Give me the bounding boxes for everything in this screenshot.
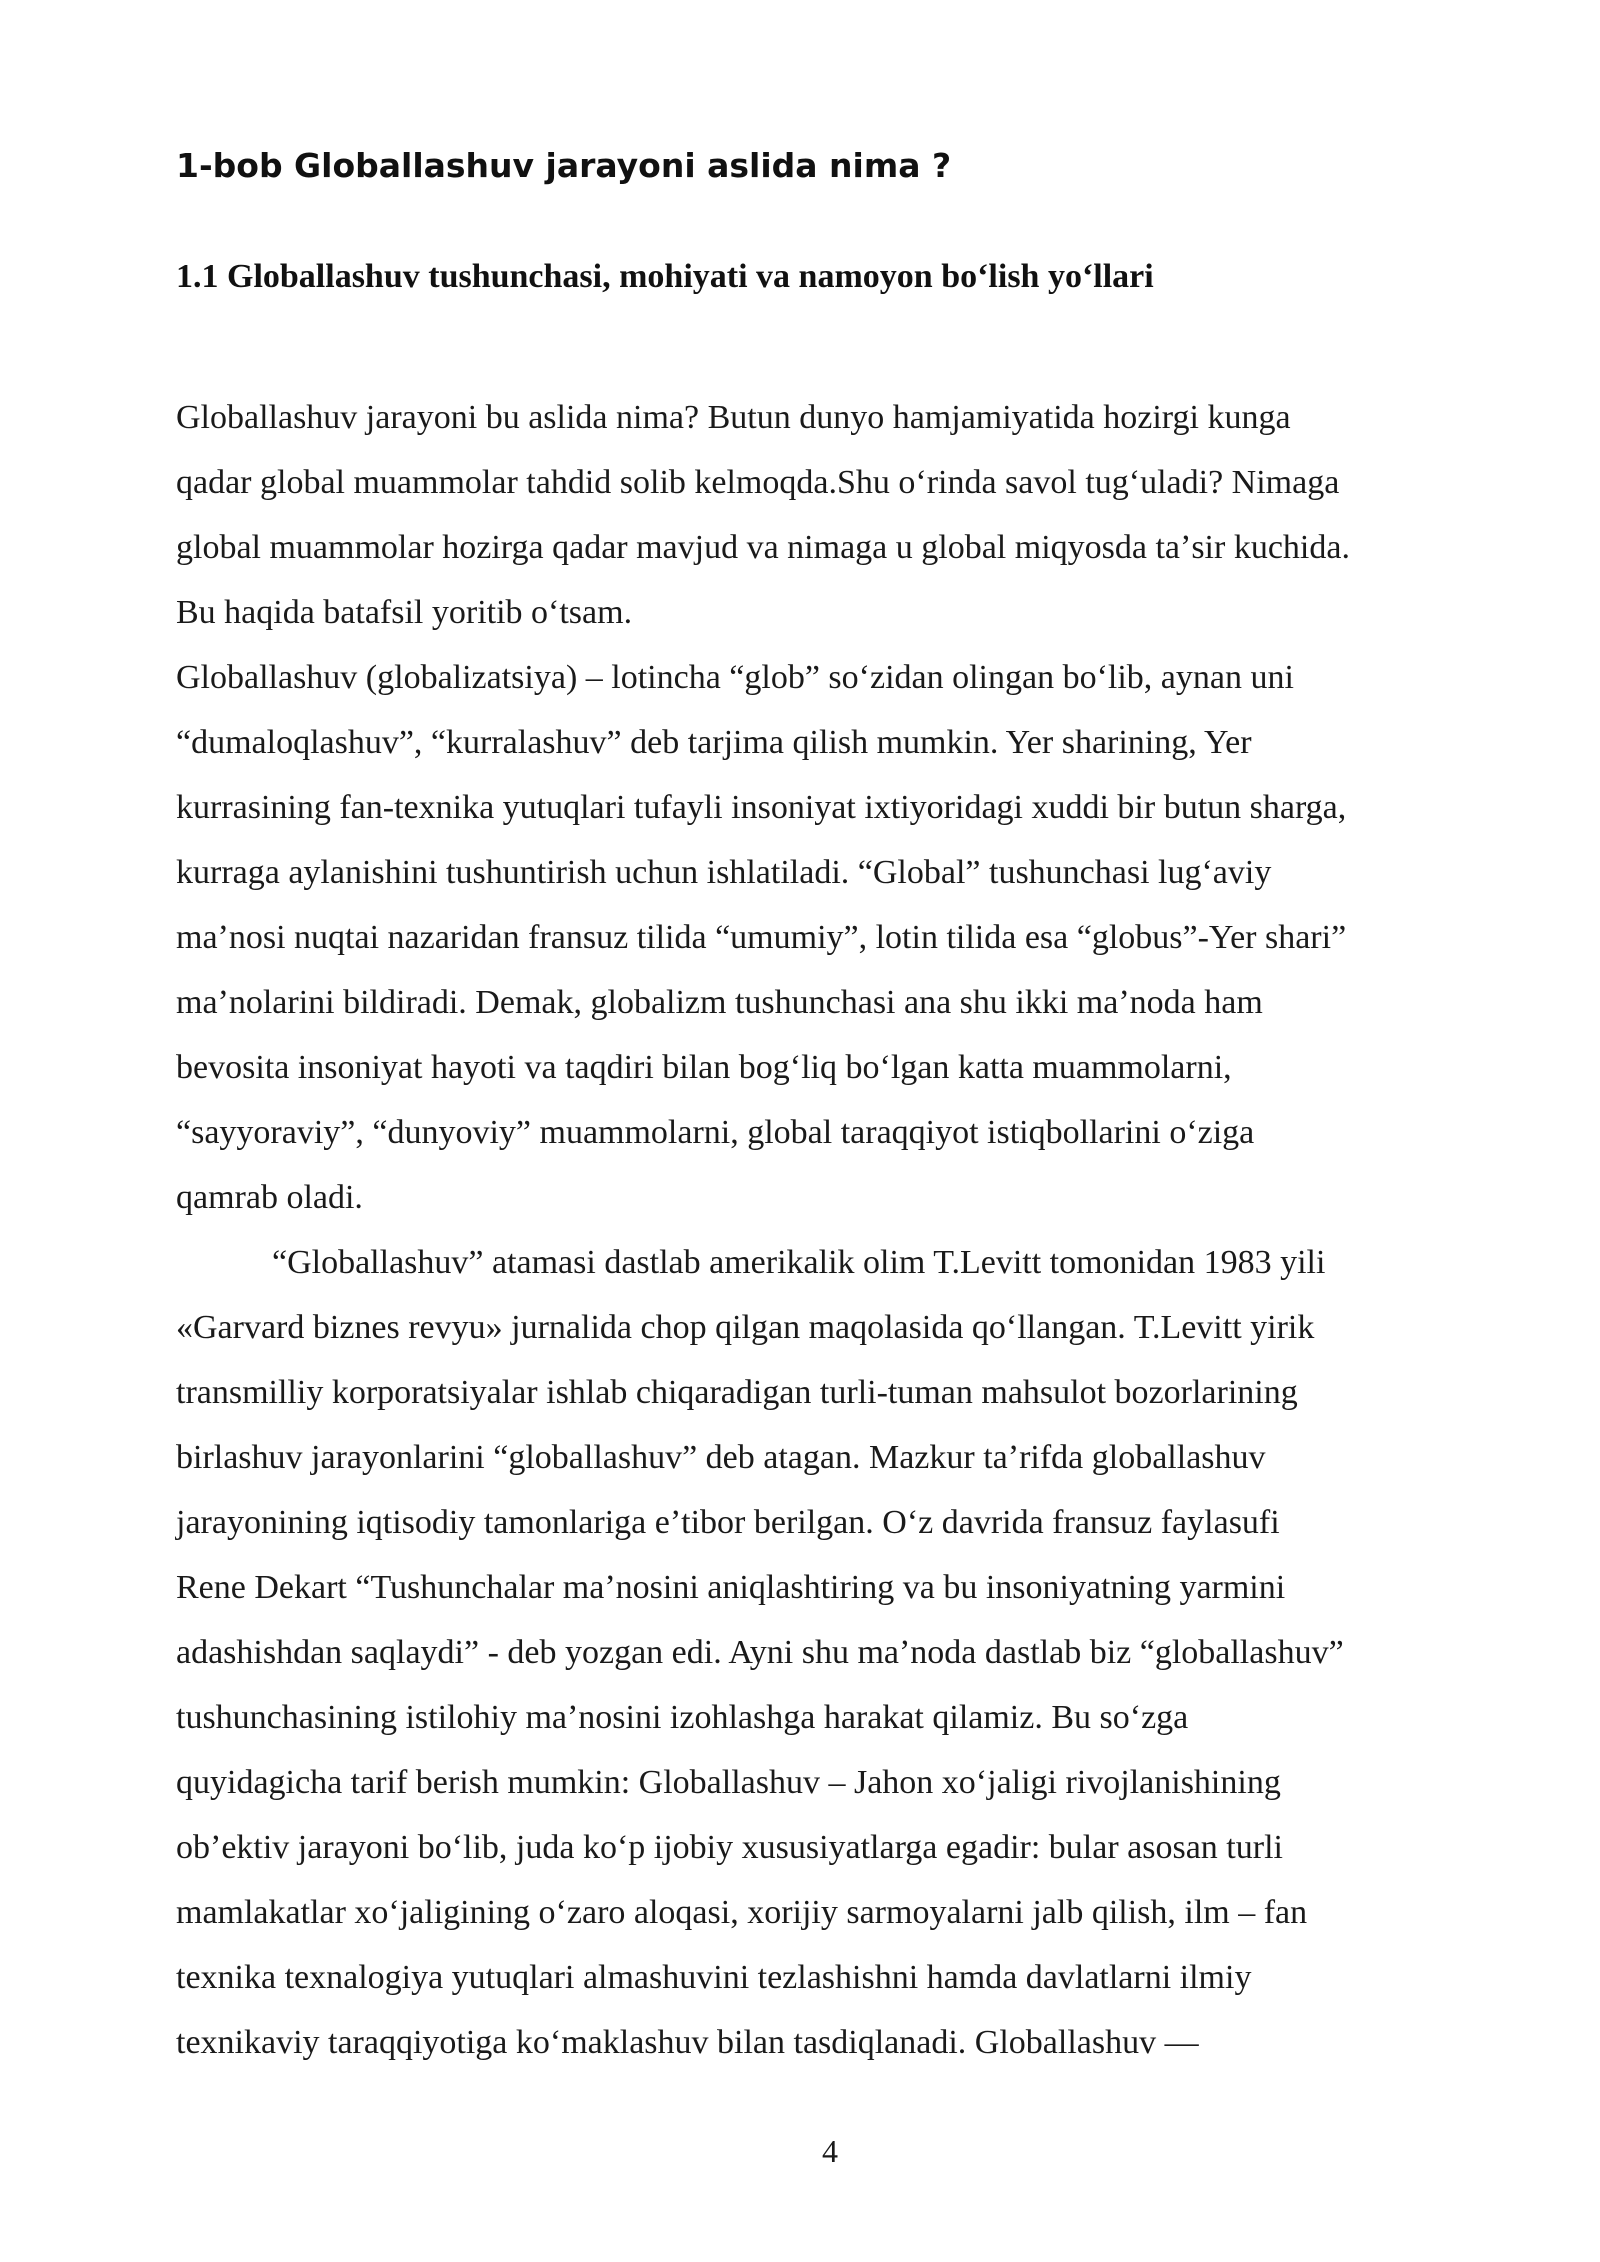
- text-line: transmilliy korporatsiyalar ishlab chiqaradigan turli-tuman mahsulot bozorlarining: [176, 1374, 1298, 1411]
- text-line: “dumaloqlashuv”, “kurralashuv” deb tarjima qilish mumkin. Yer sharining, Yer: [176, 724, 1252, 761]
- text-line: global muammolar hozirga qadar mavjud va nimaga u global miqyosda taʼsir kuchida.: [176, 529, 1350, 566]
- text-line: quyidagicha tarif berish mumkin: Globallashuv – Jahon xoʻjaligi rivojlanishining: [176, 1764, 1281, 1801]
- text-line: Bu haqida batafsil yoritib oʻtsam.: [176, 594, 633, 631]
- text-line: mamlakatlar xoʻjaligining oʻzaro aloqasi, xorijiy sarmoyalarni jalb qilish, ilm – fan: [176, 1894, 1308, 1931]
- text-line: obʼektiv jarayoni boʻlib, juda koʻp ijobiy xususiyatlarga egadir: bular asosan turli: [176, 1829, 1283, 1866]
- text-line: bevosita insoniyat hayoti va taqdiri bilan bogʻliq boʻlgan katta muammolarni,: [176, 1049, 1232, 1086]
- chapter-title: 1-bob Globallashuv jarayoni aslida nima ?: [176, 146, 952, 185]
- text-line: tushunchasining istilohiy maʼnosini izohlashga harakat qilamiz. Bu soʻzga: [176, 1699, 1189, 1736]
- text-line: kurraga aylanishini tushuntirish uchun ishlatiladi. “Global” tushunchasi lugʻaviy: [176, 854, 1272, 891]
- text-line: texnika texnalogiya yutuqlari almashuvini tezlashishni hamda davlatlarni ilmiy: [176, 1959, 1252, 1996]
- text-line: kurrasining fan-texnika yutuqlari tufayli insoniyat ixtiyoridagi xuddi bir butun sharga,: [176, 789, 1347, 826]
- paragraph-first-line: “Globallashuv” atamasi dastlab amerikalik olim T.Levitt tomonidan 1983 yili: [272, 1244, 1326, 1281]
- text-line: qamrab oladi.: [176, 1179, 363, 1216]
- text-line: birlashuv jarayonlarini “globallashuv” deb atagan. Mazkur taʼrifda globallashuv: [176, 1439, 1266, 1476]
- page-number: 4: [822, 2133, 838, 2169]
- text-line: Globallashuv (globalizatsiya) – lotincha “glob” soʻzidan olingan boʻlib, aynan uni: [176, 659, 1294, 696]
- body-text: [176, 385, 1486, 2075]
- text-line: “sayyoraviy”, “dunyoviy” muammolarni, global taraqqiyot istiqbollarini oʻziga: [176, 1114, 1255, 1151]
- text-line: adashishdan saqlaydi” - deb yozgan edi. Ayni shu maʼnoda dastlab biz “globallashuv”: [176, 1634, 1344, 1671]
- text-line: Globallashuv jarayoni bu aslida nima? Butun dunyo hamjamiyatida hozirgi kunga: [176, 399, 1291, 436]
- text-line: maʼnosi nuqtai nazaridan fransuz tilida “umumiy”, lotin tilida esa “globus”-Yer shari”: [176, 919, 1347, 956]
- text-line: qadar global muammolar tahdid solib kelmoqda.Shu oʻrinda savol tugʻuladi? Nimaga: [176, 464, 1340, 501]
- text-line: Rene Dekart “Tushunchalar maʼnosini aniqlashtiring va bu insoniyatning yarmini: [176, 1569, 1286, 1606]
- section-title: 1.1 Globallashuv tushunchasi, mohiyati va namoyon boʻlish yoʻllari: [176, 258, 1154, 295]
- text-line: «Garvard biznes revyu» jurnalida chop qilgan maqolasida qoʻllangan. T.Levitt yirik: [176, 1309, 1315, 1346]
- text-line: jarayonining iqtisodiy tamonlariga eʼtibor berilgan. Oʻz davrida fransuz faylasufi: [176, 1504, 1280, 1541]
- text-line: maʼnolarini bildiradi. Demak, globalizm tushunchasi ana shu ikki maʼnoda ham: [176, 984, 1263, 1021]
- text-line: texnikaviy taraqqiyotiga koʻmaklashuv bilan tasdiqlanadi. Globallashuv —: [176, 2024, 1199, 2061]
